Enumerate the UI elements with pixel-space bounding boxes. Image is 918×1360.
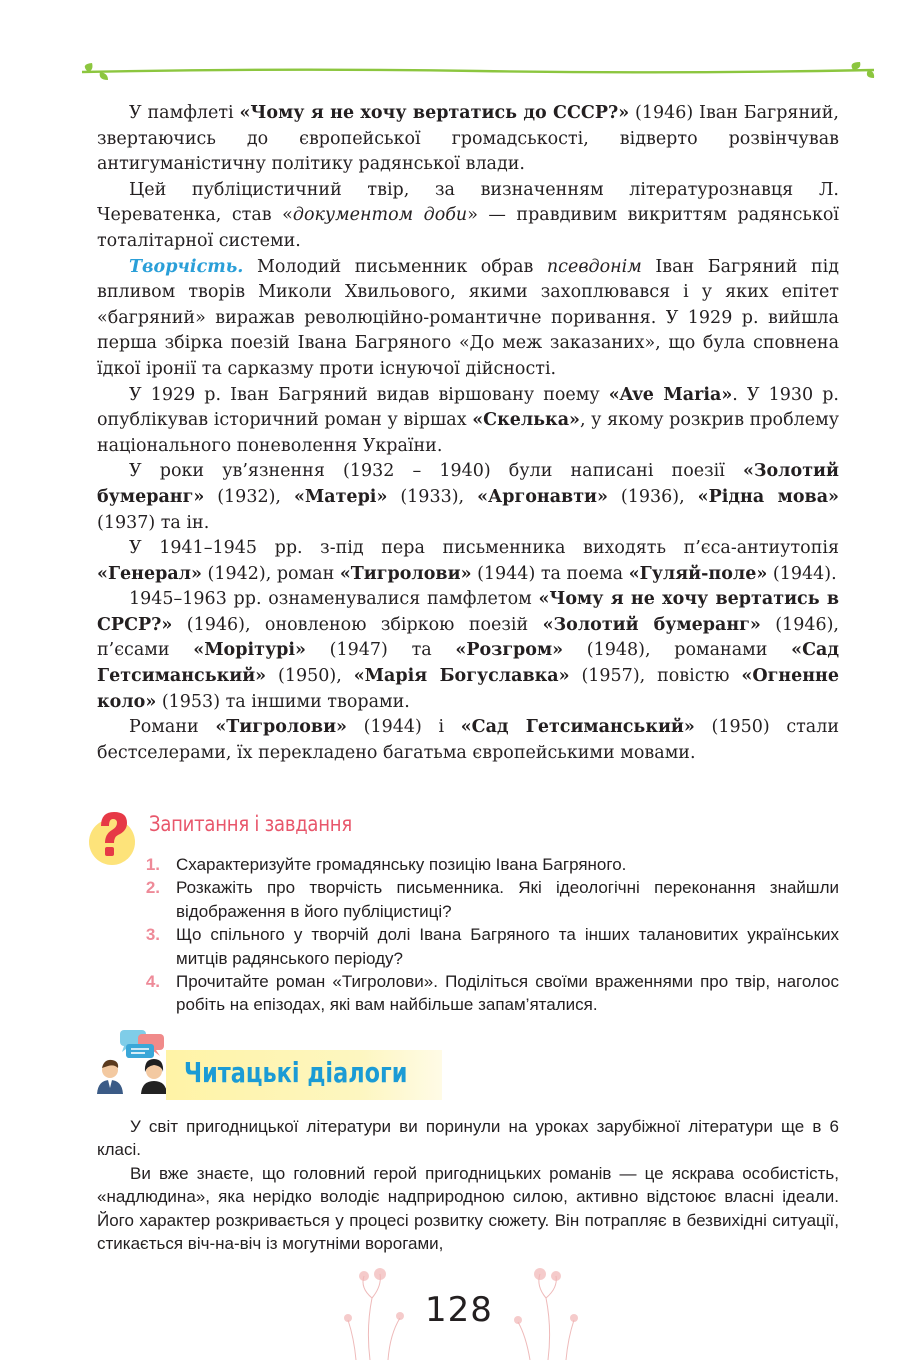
- questions-list: [142, 853, 839, 1017]
- text-run: У роки ув’язнення (1932 – 1940) були написані поезії: [129, 461, 743, 482]
- body-paragraph: [97, 715, 839, 766]
- work-title: «Морітурі»: [193, 640, 306, 661]
- text-run: Молодий письменник обрав: [243, 256, 547, 277]
- text-run: У памфлеті: [129, 103, 240, 123]
- question-number: 4.: [145, 972, 160, 992]
- work-title: «Тигролови»: [215, 717, 347, 738]
- work-title: «Марія Богуславка»: [353, 666, 570, 687]
- text-run: (1950),: [266, 666, 354, 687]
- section-label: Творчість.: [129, 256, 244, 277]
- dialogue-paragraph: Ви вже знаєте, що головний герой пригодницьких романів — це яскрава особистість, «надлюдина», яка нерідко володіє надприродною силою, активно відстоює власні ідеали. Його характер розкривається у процесі розвитку сюжету. Він потрапляє в безвихідні ситуації, стикається віч-на-віч із могутніми ворогами,: [97, 1163, 839, 1254]
- text-run: 1945–1963 рр. ознаменувалися памфлетом: [129, 589, 539, 610]
- question-number: 1.: [145, 855, 160, 874]
- work-title: «Ave Maria»: [608, 384, 733, 405]
- question-item: [142, 853, 839, 876]
- text-run: . У 1930 р. опублікував історичний роман у віршах: [97, 384, 839, 431]
- dialogue-section-title: Читацькі діалоги: [184, 1056, 408, 1089]
- body-paragraph: [97, 255, 839, 383]
- question-number: 2.: [145, 878, 160, 898]
- text-run: У 1941–1945 рр. з-під пера письменника виходять п’єса-антиутопія: [129, 538, 839, 559]
- work-title: «Золотий бумеранг»: [542, 614, 761, 635]
- readers-dialogue-icon: [96, 1028, 176, 1094]
- work-title: «Тигролови»: [339, 563, 472, 584]
- text-run: (1953) та іншими творами.: [156, 691, 410, 712]
- body-paragraph: [97, 101, 839, 178]
- body-paragraph: [97, 536, 839, 587]
- text-run: (1946), оновленою збіркою поезій: [172, 614, 543, 635]
- text-run: Романи: [129, 717, 216, 738]
- text-run: документом доби: [292, 205, 468, 226]
- body-paragraph: [97, 459, 839, 536]
- page-number: 128: [425, 1290, 493, 1330]
- question-text: Розкажіть про творчість письменника. Які ідеологічні переконання знайшли відображення в його публіцистиці?: [176, 878, 839, 921]
- question-mark-icon: [87, 808, 137, 866]
- text-run: (1942), роман: [201, 563, 340, 584]
- text-run: (1946) Іван Багряний, звертаючись до європейської громадськості, відверто розвінчував антигуманістичну політику радянської влади.: [97, 103, 839, 175]
- text-run: , у якому розкрив проблему національного поневолення України.: [97, 410, 839, 456]
- questions-section-title: Запитання і завдання: [149, 812, 352, 836]
- work-title: «Огненне коло»: [97, 666, 839, 712]
- text-run: (1944) та поема: [471, 563, 629, 584]
- dialogue-paragraph: У світ пригодницької літератури ви поринули на уроках зарубіжної літератури ще в 6 класі.: [97, 1117, 839, 1160]
- question-text: Схарактеризуйте громадянську позицію Івана Багряного.: [176, 855, 627, 874]
- text-run: (1948), романами: [563, 640, 792, 661]
- question-text: Прочитайте роман «Тигролови». Поділіться своїми враженнями про твір, наголос робіть на епізодах, які вам найбільше запам’яталися.: [176, 972, 839, 1015]
- vine-decoration-icon: [78, 60, 878, 84]
- text-run: (1957), повістю: [569, 666, 742, 687]
- work-title: «Рідна мова»: [697, 486, 839, 507]
- text-run: У 1929 р. Іван Багряний видав віршовану поему: [129, 384, 609, 405]
- work-title: «Сад Гетсиманський»: [460, 717, 695, 738]
- text-run: псевдонім: [546, 256, 642, 277]
- question-item: [142, 876, 839, 923]
- text-run: (1936),: [607, 486, 698, 507]
- body-paragraph: [97, 587, 839, 715]
- work-title: «Чому я не хочу вертатись до СССР?»: [239, 103, 630, 123]
- work-title: «Чому я не хочу вертатись в СРСР?»: [97, 589, 840, 635]
- text-run: (1946), п’єсами: [97, 614, 839, 661]
- text-run: (1950) стали бестселерами, їх перекладено багатьма європейськими мовами.: [97, 717, 840, 763]
- work-title: «Аргонавти»: [477, 486, 608, 507]
- text-run: (1932),: [204, 486, 294, 507]
- text-run: (1937) та ін.: [97, 512, 210, 533]
- work-title: «Золотий бумеранг»: [97, 461, 839, 507]
- work-title: «Генерал»: [97, 563, 202, 584]
- work-title: «Сад Гетсиманський»: [97, 640, 839, 687]
- text-run: Іван Багряний під впливом творів Миколи Хвильового, якими захоплювався і у яких епітет «багряний» виражав революційно-романтичне поривання. У 1929 р. вийшла перша збірка поезій Івана Багряного «До меж заказаних», що була сповнена їдкої іронії та сарказму проти існуючої дійсності.: [97, 256, 839, 379]
- text-run: (1944) і: [347, 717, 461, 738]
- main-article-text: [97, 101, 839, 766]
- work-title: «Матері»: [293, 486, 388, 507]
- text-run: (1947) та: [305, 640, 456, 661]
- text-run: Цей публіцистичний твір, за визначенням літературознавця Л. Череватенка, став «: [97, 179, 839, 226]
- text-run: (1933),: [387, 486, 478, 507]
- body-paragraph: [97, 178, 839, 255]
- question-text: Що спільного у творчій долі Івана Багряного та інших талановитих українських митців радянського періоду?: [176, 925, 839, 968]
- work-title: «Скелька»: [472, 410, 580, 431]
- question-item: [142, 923, 839, 970]
- text-run: » — правдивим викриттям радянської тоталітарної системи.: [97, 205, 840, 251]
- question-number: 3.: [145, 925, 160, 945]
- work-title: «Розгром»: [455, 640, 564, 661]
- text-run: (1944).: [767, 563, 837, 584]
- dialogue-text: [97, 1115, 839, 1255]
- question-item: [142, 970, 839, 1017]
- body-paragraph: [97, 383, 839, 460]
- work-title: «Гуляй-поле»: [628, 563, 768, 584]
